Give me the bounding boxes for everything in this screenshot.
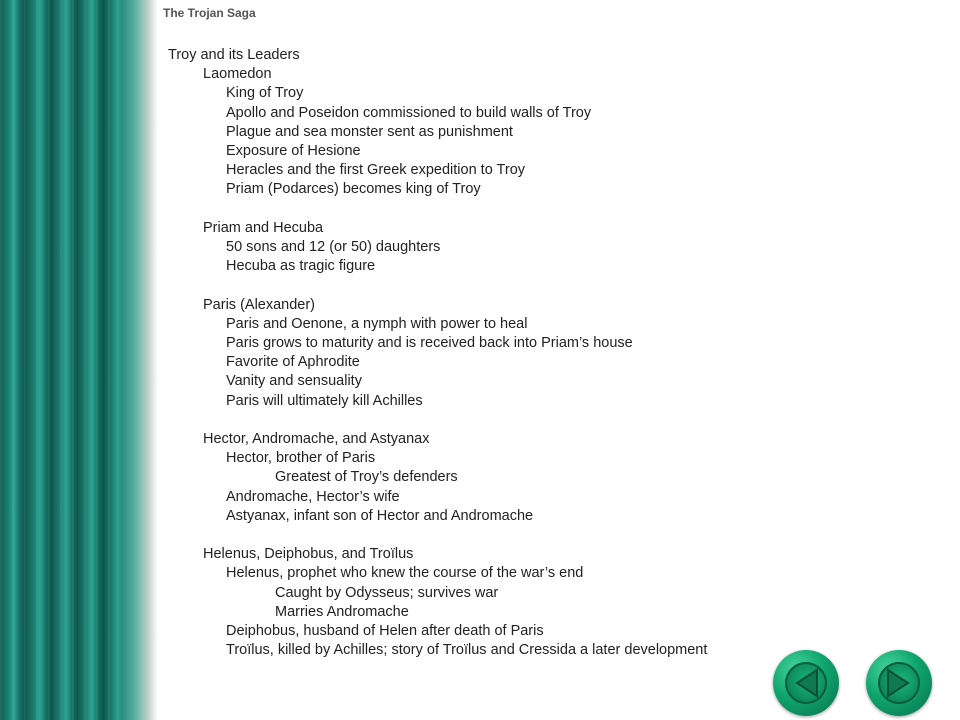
outline: [168, 46, 768, 660]
outline-point: Astyanax, infant son of Hector and Andromache: [226, 507, 534, 524]
decorative-left-band: [0, 0, 158, 720]
outline-point: King of Troy: [226, 85, 304, 102]
outline-point: Priam (Podarces) becomes king of Troy: [226, 181, 481, 198]
outline-spacer: [168, 200, 768, 219]
outline-point: Favorite of Aphrodite: [226, 354, 360, 371]
next-slide-button[interactable]: [866, 650, 932, 716]
outline-spacer: [168, 411, 768, 430]
outline-point: Hector, brother of Paris: [226, 450, 376, 467]
outline-point: Paris and Oenone, a nymph with power to heal: [226, 315, 528, 332]
outline-point: Exposure of Hesione: [226, 143, 361, 160]
outline-topic: Helenus, Deiphobus, and Troïlus: [203, 546, 414, 563]
outline-point: Greatest of Troy’s defenders: [275, 469, 458, 486]
outline-point: Troïlus, killed by Achilles; story of Troïlus and Cressida a later development: [226, 642, 708, 659]
outline-point: Helenus, prophet who knew the course of the war’s end: [226, 565, 584, 582]
outline-spacer: [168, 526, 768, 545]
slide-title: The Trojan Saga: [163, 6, 256, 20]
outline-point: Hecuba as tragic figure: [226, 258, 376, 275]
previous-slide-icon: [773, 650, 839, 716]
outline-topic: Hector, Andromache, and Astyanax: [203, 431, 430, 448]
outline-point: Caught by Odysseus; survives war: [275, 584, 499, 601]
outline-topic: Priam and Hecuba: [203, 219, 324, 236]
outline-point: Heracles and the first Greek expedition to Troy: [226, 162, 526, 179]
outline-point: Andromache, Hector’s wife: [226, 488, 400, 505]
next-slide-icon: [866, 650, 932, 716]
outline-point: Paris grows to maturity and is received back into Priam’s house: [226, 335, 633, 352]
outline-point: Marries Andromache: [275, 603, 409, 620]
outline-point: 50 sons and 12 (or 50) daughters: [226, 239, 441, 256]
outline-point: Deiphobus, husband of Helen after death of Paris: [226, 623, 544, 640]
outline-topic: Paris (Alexander): [203, 296, 316, 313]
outline-heading: Troy and its Leaders: [168, 47, 300, 63]
outline-point: Plague and sea monster sent as punishment: [226, 123, 513, 140]
outline-topic: Laomedon: [203, 66, 272, 83]
outline-point: Paris will ultimately kill Achilles: [226, 392, 423, 409]
outline-spacer: [168, 276, 768, 295]
band-stripes: [0, 0, 122, 720]
previous-slide-button[interactable]: [773, 650, 839, 716]
outline-point: Apollo and Poseidon commissioned to build walls of Troy: [226, 104, 592, 121]
outline-point: Vanity and sensuality: [226, 373, 362, 390]
